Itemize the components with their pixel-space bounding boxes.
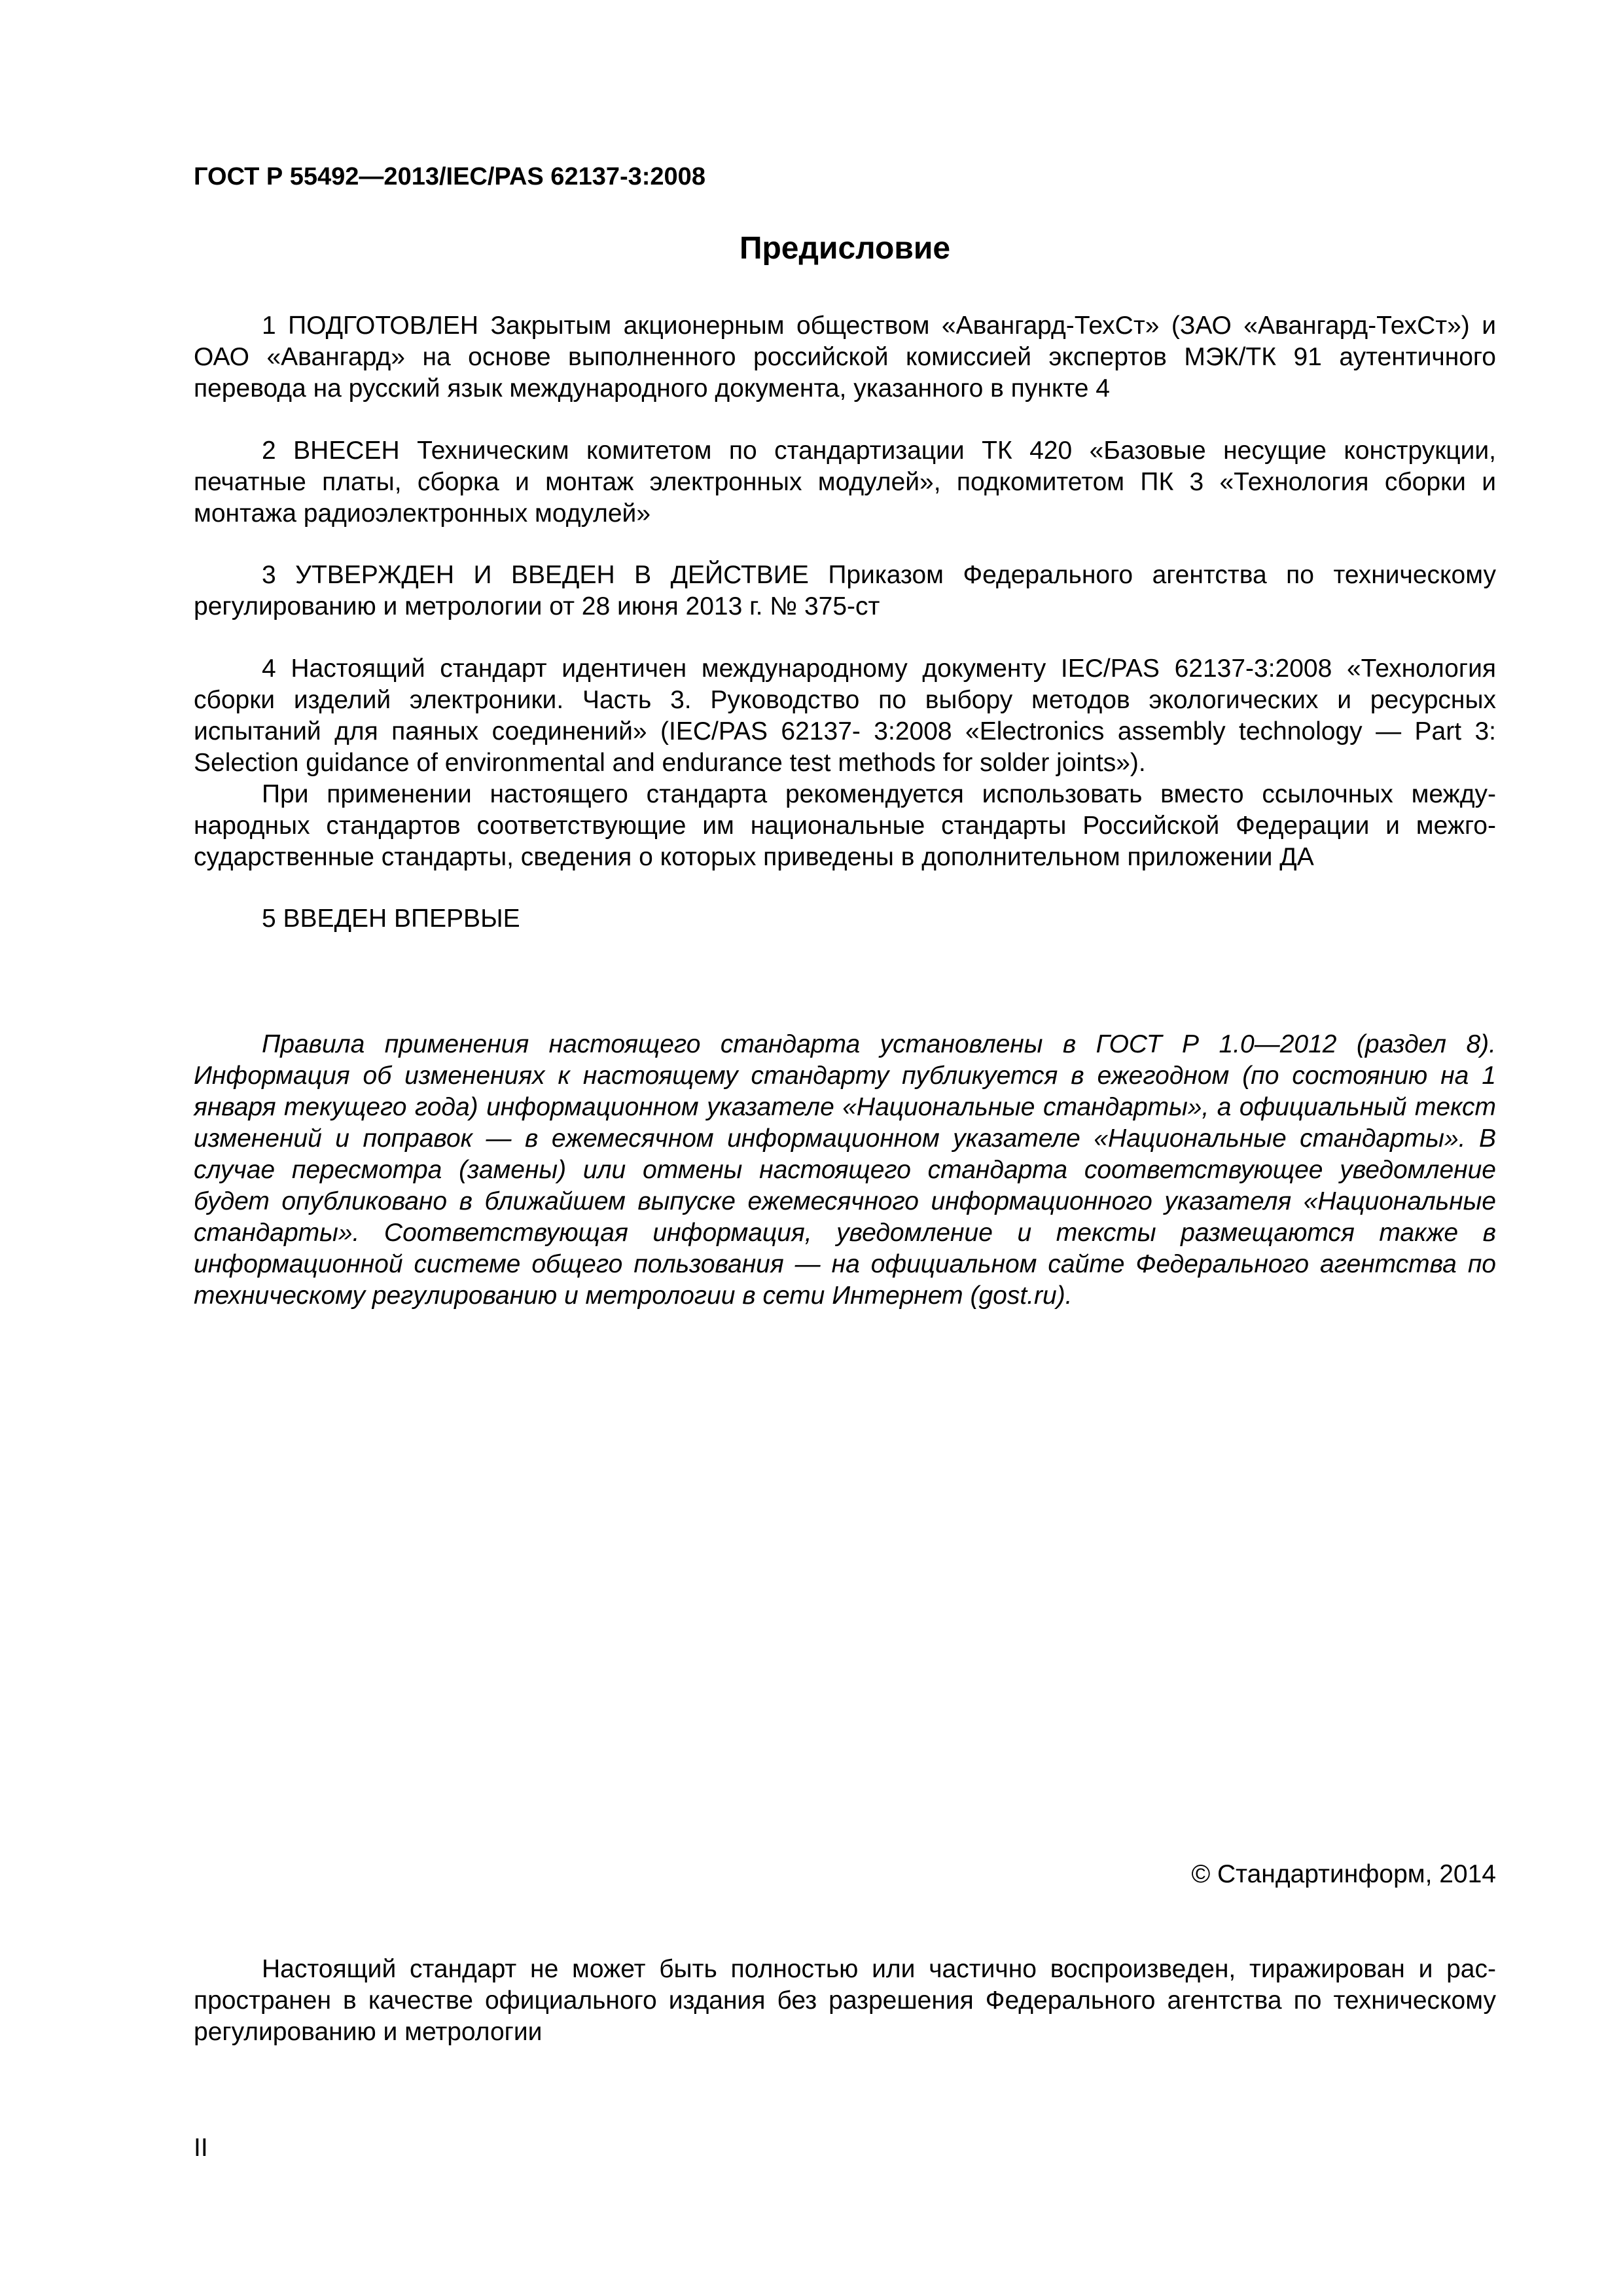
preface-item-5 (194, 903, 1496, 935)
preface-item-1 (194, 310, 1496, 404)
reproduction-notice (194, 1954, 1496, 2048)
reproduction-notice-text: Настоящий стандарт не может быть полностью или частично воспроизведен, тиражирован и распространен в качестве официального издания без разрешения Федерального агентства по техническому регулированию и метрологии (194, 1955, 1496, 2046)
page-number: II (194, 2134, 208, 2162)
preface-item-3 (194, 560, 1496, 622)
preface-item-2-text: 2 ВНЕСЕН Техническим комитетом по стандартизации ТК 420 «Базовые несущие конструкции, печатные платы, сборка и монтаж электронных модулей», подкомитетом ПК 3 «Технология сборки и монтажа радиоэлектронных модулей» (194, 437, 1496, 528)
rules-notice-text: Правила применения настоящего стандарта установлены в ГОСТ Р 1.0—2012 (раздел 8). Информация об изменениях к настоящему стандарту публикуется в ежегодном (по состоянию на 1 января текущего года) информационном указателе «Национальные стандарты», а официальный текст изменений и поправок — в ежемесячном информационном указателе «Национальные стандарты». В случае пересмотра (замены) или отмены настоящего стандарта соответствующее уведомление будет опубликовано в ближайшем выпуске ежемесячного информационного указателя «Национальные стандарты». Соответствующая информация, уведомление и тексты размещаются также в информационной системе общего пользования — на официальном сайте Федерального агентства по техническому регулированию и метрологии в сети Интернет (gost.ru). (194, 1030, 1496, 1310)
standard-designation: ГОСТ Р 55492—2013/IEC/PAS 62137-3:2008 (194, 163, 705, 190)
rules-notice (194, 1029, 1496, 1312)
copyright-notice: © Стандартинформ, 2014 (1191, 1860, 1496, 1888)
preface-item-4-text: 4 Настоящий стандарт идентичен международному документу IEC/PAS 62137-3:2008 «Технология сборки изделий электроники. Часть 3. Руководство по выбору методов экологических и ресурсных испытаний для паяных соединений» (IEC/PAS 62137- 3:2008 «Electronics assembly technology — Part 3: Selection guidance of environmental and endurance test methods for solder joints»). (194, 655, 1496, 777)
preface-item-4-note: При применении настоящего стандарта рекомендуется использовать вместо ссылочных международных стандартов соответствующие им национальные стандарты Российской Федерации и межгосударственные стандарты, сведения о которых приведены в дополнительном приложении ДА (194, 780, 1496, 871)
preface-item-5-text: 5 ВВЕДЕН ВПЕРВЫЕ (262, 905, 520, 933)
preface-item-2 (194, 435, 1496, 529)
page-title: Предисловие (739, 231, 951, 266)
preface-item-4 (194, 653, 1496, 873)
preface-item-1-text: 1 ПОДГОТОВЛЕН Закрытым акционерным обществом «Авангард-ТехСт» (ЗАО «Авангард-ТехСт») и ОАО «Авангард» на основе выполненного российской комиссией экспертов МЭК/ТК 91 аутентичного перевода на русский язык международного документа, указанного в пункте 4 (194, 312, 1496, 403)
preface-item-3-text: 3 УТВЕРЖДЕН И ВВЕДЕН В ДЕЙСТВИЕ Приказом Федерального агентства по техническому регулированию и метрологии от 28 июня 2013 г. № 375-ст (194, 561, 1496, 620)
